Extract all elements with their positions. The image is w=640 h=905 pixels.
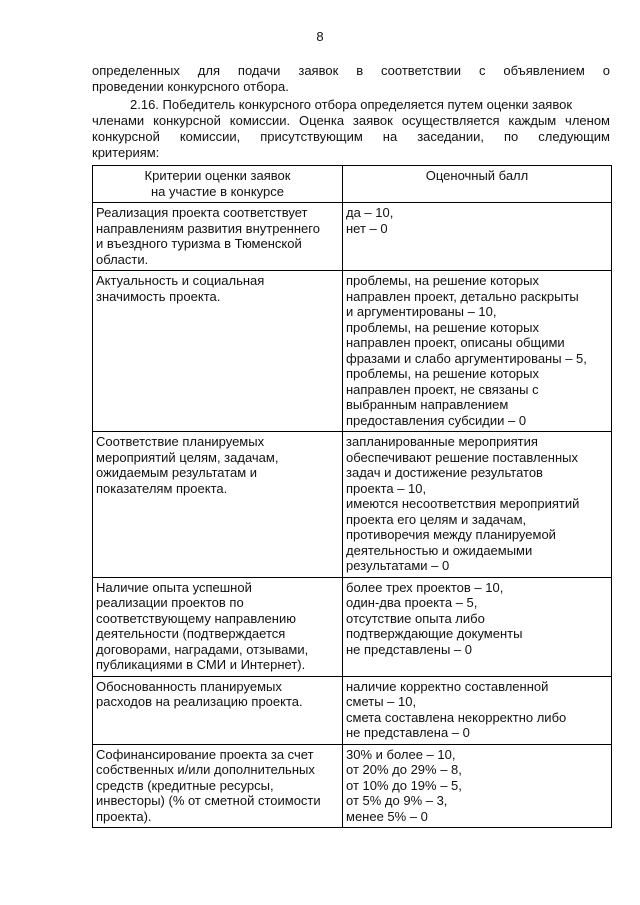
header-criteria bbox=[93, 166, 343, 203]
score-cell-line: более трех проектов – 10, bbox=[346, 579, 504, 595]
score-cell-line: проблемы, на решение которых bbox=[346, 319, 539, 335]
score-cell-line: наличие корректно составленной bbox=[346, 678, 549, 694]
criterion-cell bbox=[93, 676, 343, 744]
criterion-cell-line: средств (кредитные ресурсы, bbox=[96, 777, 274, 793]
score-cell-line: предоставления субсидии – 0 bbox=[346, 412, 527, 428]
table-body bbox=[93, 203, 612, 828]
score-cell-line: менее 5% – 0 bbox=[346, 808, 428, 824]
score-cell-line: обеспечивают решение поставленных bbox=[346, 449, 578, 465]
score-cell-line: запланированные мероприятия bbox=[346, 434, 538, 449]
paragraph-line: 2.16. Победитель конкурсного отбора определяется путем оценки заявок bbox=[130, 97, 573, 112]
criterion-cell-line: расходов на реализацию проекта. bbox=[96, 694, 303, 709]
criterion-cell-line: договорами, наградами, отзывами, bbox=[96, 641, 309, 657]
criterion-cell-line: соответствующему направлению bbox=[96, 610, 296, 626]
criterion-cell-line: ожидаемым результатам и bbox=[96, 465, 258, 480]
score-cell-line: от 5% до 9% – 3, bbox=[346, 793, 448, 808]
criterion-cell-line: направлениям развития внутреннего bbox=[96, 220, 320, 236]
score-cell-line: проекта – 10, bbox=[346, 480, 427, 496]
score-cell bbox=[343, 271, 612, 432]
criterion-cell-line: и въездного туризма в Тюменской bbox=[96, 236, 302, 251]
criterion-cell bbox=[93, 432, 343, 578]
criterion-cell-line: инвесторы) (% от сметной стоимости bbox=[96, 793, 321, 808]
score-cell-line: отсутствие опыта либо bbox=[346, 610, 485, 626]
score-cell-line: смета составлена некорректно либо bbox=[346, 709, 567, 725]
criteria-table bbox=[92, 165, 612, 828]
table-row bbox=[93, 577, 612, 676]
score-cell-line: направлен проект, описаны общими bbox=[346, 335, 565, 350]
page-number: 8 bbox=[316, 29, 324, 44]
table-header-row bbox=[93, 166, 612, 203]
criterion-cell bbox=[93, 744, 343, 828]
criterion-cell-line: Обоснованность планируемых bbox=[96, 678, 282, 694]
score-cell-line: 30% и более – 10, bbox=[346, 746, 456, 762]
score-cell-line: от 10% до 19% – 5, bbox=[346, 777, 462, 793]
score-cell-line: проблемы, на решение которых bbox=[346, 273, 539, 288]
criterion-cell-line: Софинансирование проекта за счет bbox=[96, 746, 314, 762]
score-cell-line: задач и достижение результатов bbox=[346, 465, 543, 480]
table-row bbox=[93, 203, 612, 271]
score-cell-line: направлен проект, детально раскрыты bbox=[346, 288, 579, 304]
criterion-cell bbox=[93, 577, 343, 676]
score-cell bbox=[343, 676, 612, 744]
score-cell-line: результатами – 0 bbox=[346, 558, 450, 573]
header-score bbox=[343, 166, 612, 203]
score-cell bbox=[343, 744, 612, 828]
score-cell-line: проблемы, на решение которых bbox=[346, 366, 539, 381]
header-line: Оценочный балл bbox=[425, 168, 529, 183]
table-row bbox=[93, 744, 612, 828]
header-line: на участие в конкурсе bbox=[151, 183, 284, 199]
score-cell-line: и аргументированы – 10, bbox=[346, 304, 497, 319]
header-line: Критерии оценки заявок bbox=[144, 168, 291, 183]
score-cell-line: один-два проекта – 5, bbox=[346, 595, 478, 610]
criterion-cell-line: Актуальность и социальная bbox=[96, 273, 265, 288]
criterion-cell-line: показателям проекта. bbox=[96, 480, 228, 496]
score-cell-line: подтверждающие документы bbox=[346, 626, 523, 641]
criterion-cell-line: собственных и/или дополнительных bbox=[96, 762, 315, 777]
score-cell-line: выбранным направлением bbox=[346, 397, 509, 412]
paragraph-line: конкурсной комиссии, присутствующим на заседании, по следующим bbox=[92, 129, 610, 144]
score-cell-line: фразами и слабо аргументированы – 5, bbox=[346, 350, 587, 366]
paragraph-continuation bbox=[92, 63, 610, 95]
score-cell-line: деятельностью и ожидаемыми bbox=[346, 542, 533, 558]
criterion-cell-line: публикациями в СМИ и Интернет). bbox=[96, 657, 306, 672]
criterion-cell bbox=[93, 271, 343, 432]
score-cell-line: не представлена – 0 bbox=[346, 725, 470, 740]
table-row bbox=[93, 432, 612, 578]
criterion-cell-line: Реализация проекта соответствует bbox=[96, 205, 308, 220]
criterion-cell-line: значимость проекта. bbox=[96, 288, 221, 304]
score-cell-line: сметы – 10, bbox=[346, 694, 417, 709]
score-cell-line: да – 10, bbox=[346, 205, 394, 220]
paragraph-2-16 bbox=[92, 97, 610, 161]
score-cell bbox=[343, 203, 612, 271]
score-cell-line: имеются несоответствия мероприятий bbox=[346, 496, 580, 511]
criterion-cell-line: реализации проектов по bbox=[96, 595, 244, 610]
criterion-cell-line: мероприятий целям, задачам, bbox=[96, 449, 279, 465]
score-cell bbox=[343, 432, 612, 578]
table-row bbox=[93, 676, 612, 744]
paragraph-line: критериям: bbox=[92, 145, 160, 160]
score-cell-line: направлен проект, не связаны с bbox=[346, 381, 539, 397]
score-cell-line: не представлены – 0 bbox=[346, 641, 472, 657]
criterion-cell-line: области. bbox=[96, 251, 149, 267]
paragraph-line: членами конкурсной комиссии. Оценка заявок осуществляется каждым членом bbox=[92, 113, 610, 128]
score-cell-line: противоречия между планируемой bbox=[346, 527, 556, 542]
paragraph-line: проведении конкурсного отбора. bbox=[92, 79, 289, 94]
score-cell-line: нет – 0 bbox=[346, 220, 388, 236]
score-cell-line: проекта его целям и задачам, bbox=[346, 511, 527, 527]
score-cell bbox=[343, 577, 612, 676]
criterion-cell-line: Наличие опыта успешной bbox=[96, 579, 252, 595]
table-row bbox=[93, 271, 612, 432]
paragraph-line: определенных для подачи заявок в соответствии с объявлением о bbox=[92, 63, 610, 78]
criterion-cell-line: деятельности (подтверждается bbox=[96, 626, 286, 641]
criterion-cell-line: проекта). bbox=[96, 808, 152, 824]
score-cell-line: от 20% до 29% – 8, bbox=[346, 762, 462, 777]
criterion-cell bbox=[93, 203, 343, 271]
criterion-cell-line: Соответствие планируемых bbox=[96, 434, 265, 449]
